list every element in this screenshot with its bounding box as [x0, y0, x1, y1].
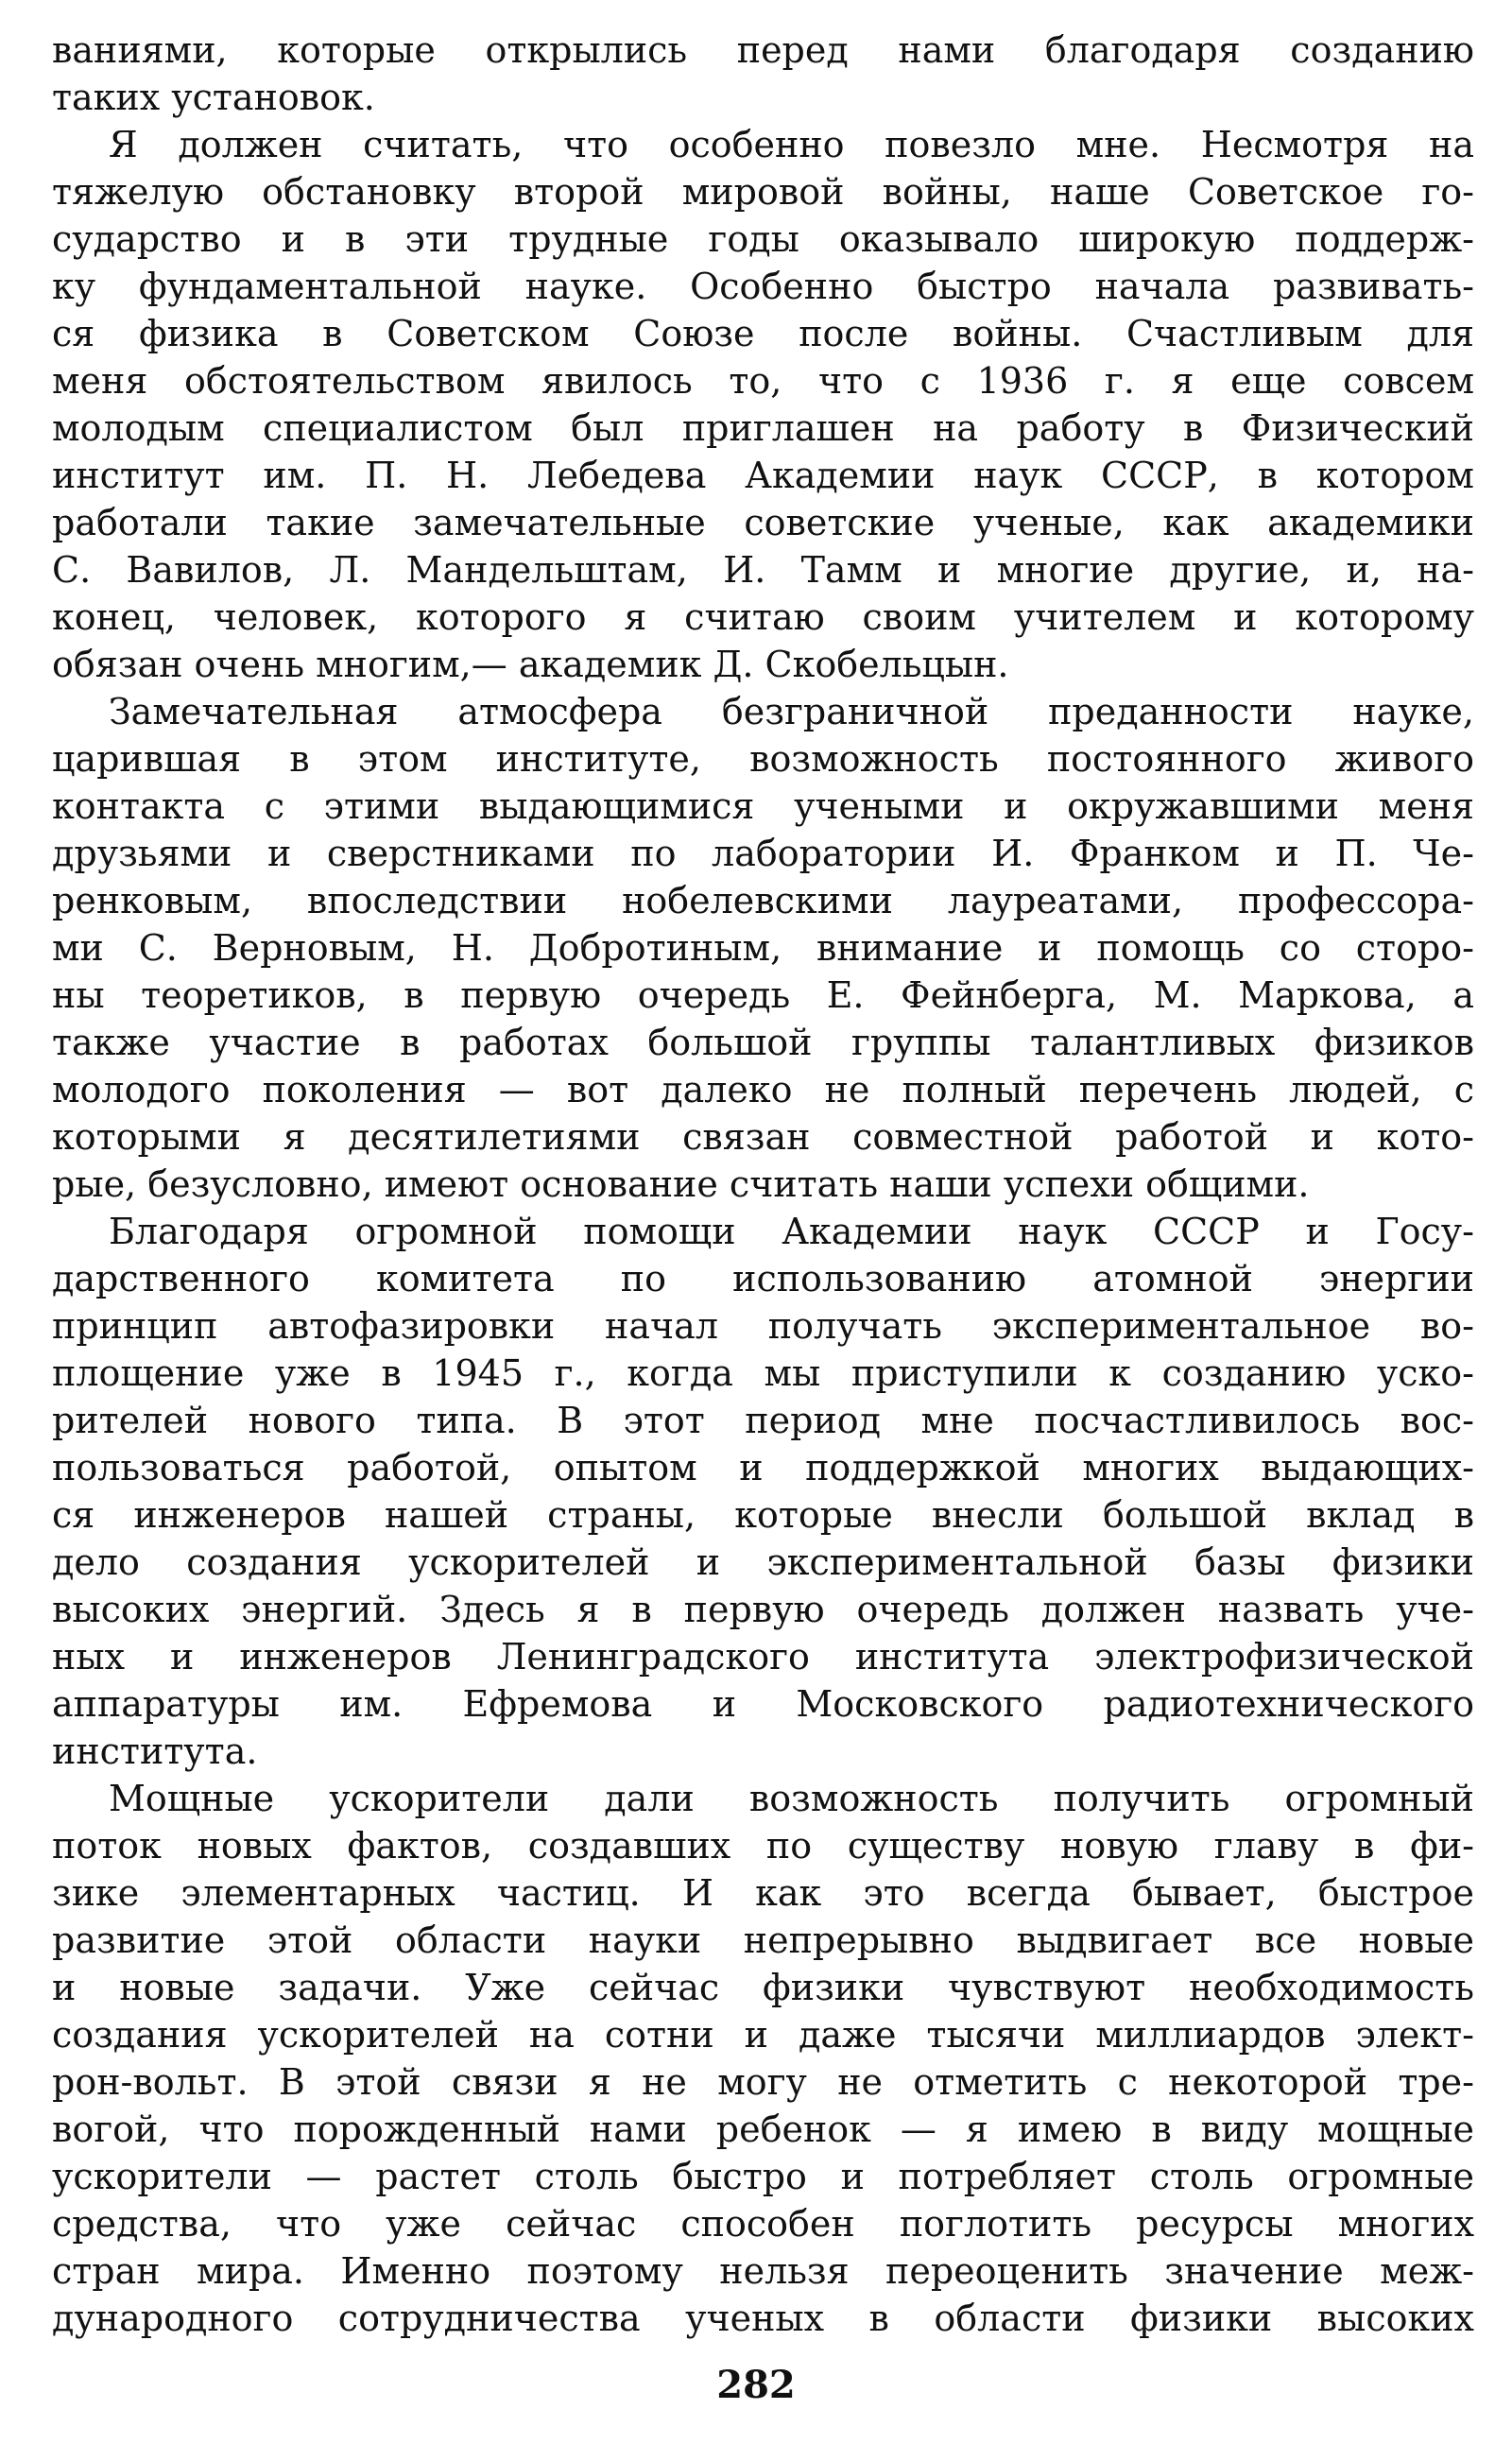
text-line: ны теоретиков, в первую очередь Е. Фейнберга, М. Маркова, а [52, 974, 1474, 1016]
text-line: высоких энергий. Здесь я в первую очередь должен назвать уче- [52, 1589, 1474, 1630]
text-line: ренковым, впоследствии нобелевскими лауреатами, профессора- [52, 880, 1474, 921]
text-line: С. Вавилов, Л. Мандельштам, И. Тамм и многие другие, и, на- [52, 549, 1474, 591]
text-line: средства, что уже сейчас способен поглотить ресурсы многих [52, 2203, 1474, 2245]
paragraph [52, 26, 1474, 121]
page-number: 282 [716, 2363, 796, 2407]
text-line: тяжелую обстановку второй мировой войны, наше Советское го- [52, 171, 1474, 213]
text-line: ми С. Верновым, Н. Добротиным, внимание и помощь со сторо- [52, 927, 1474, 969]
text-line: также участие в работах большой группы талантливых физиков [52, 1022, 1474, 1063]
text-line: рон-вольт. В этой связи я не могу не отметить с некоторой тре- [52, 2061, 1474, 2103]
paragraph [52, 1208, 1474, 1775]
text-line: Мощные ускорители дали возможность получить огромный [109, 1778, 1474, 1819]
text-line: работали такие замечательные советские ученые, как академики [52, 502, 1474, 543]
paragraph [52, 121, 1474, 688]
text-line: развитие этой области науки непрерывно выдвигает все новые [52, 1919, 1474, 1961]
text-line: вогой, что порожденный нами ребенок — я имею в виду мощные [52, 2108, 1474, 2150]
page-body [52, 26, 1474, 2342]
text-line: дународного сотрудничества ученых в области физики высоких [52, 2298, 1474, 2339]
text-line: меня обстоятельством явилось то, что с 1936 г. я еще совсем [52, 360, 1474, 402]
text-line: рителей нового типа. В этот период мне посчастливилось вос- [52, 1400, 1474, 1441]
text-line: царившая в этом институте, возможность постоянного живого [52, 738, 1474, 780]
text-line: которыми я десятилетиями связан совместной работой и кото- [52, 1116, 1474, 1158]
text-line: ных и инженеров Ленинградского института электрофизической [52, 1636, 1474, 1678]
text-line: дело создания ускорителей и экспериментальной базы физики [52, 1541, 1474, 1583]
text-line: Благодаря огромной помощи Академии наук СССР и Госу- [109, 1211, 1474, 1252]
text-line: рые, безусловно, имеют основание считать наши успехи общими. [52, 1163, 1310, 1205]
text-line: институт им. П. Н. Лебедева Академии наук СССР, в котором [52, 455, 1474, 496]
text-line: ваниями, которые открылись перед нами благодаря созданию [52, 29, 1474, 71]
text-line: ку фундаментальной науке. Особенно быстро начала развивать- [52, 266, 1474, 307]
text-line: контакта с этими выдающимися учеными и окружавшими меня [52, 785, 1474, 827]
text-line: Я должен считать, что особенно повезло мне. Несмотря на [109, 124, 1474, 165]
text-line: Замечательная атмосфера безграничной преданности науке, [109, 691, 1474, 732]
text-line: друзьями и сверстниками по лаборатории И. Франком и П. Че- [52, 833, 1474, 874]
text-line: дарственного комитета по использованию атомной энергии [52, 1258, 1474, 1299]
text-line: обязан очень многим,— академик Д. Скобельцын. [52, 644, 1009, 685]
text-line: молодого поколения — вот далеко не полный перечень людей, с [52, 1069, 1474, 1110]
paragraph [52, 688, 1474, 1208]
paragraph [52, 1775, 1474, 2342]
text-line: ся физика в Советском Союзе после войны. Счастливым для [52, 313, 1474, 354]
text-line: и новые задачи. Уже сейчас физики чувствуют необходимость [52, 1967, 1474, 2008]
text-line: конец, человек, которого я считаю своим учителем и которому [52, 596, 1474, 638]
text-line: пользоваться работой, опытом и поддержкой многих выдающих- [52, 1447, 1474, 1489]
text-line: института. [52, 1730, 258, 1772]
text-line: таких установок. [52, 77, 375, 118]
text-line: создания ускорителей на сотни и даже тысячи миллиардов элект- [52, 2014, 1474, 2056]
text-line: аппаратуры им. Ефремова и Московского радиотехнического [52, 1683, 1474, 1725]
text-line: площение уже в 1945 г., когда мы приступили к созданию уско- [52, 1352, 1474, 1394]
text-line: стран мира. Именно поэтому нельзя переоценить значение меж- [52, 2250, 1474, 2292]
text-line: принцип автофазировки начал получать экспериментальное во- [52, 1305, 1474, 1347]
text-line: молодым специалистом был приглашен на работу в Физический [52, 407, 1474, 449]
text-line: ускорители — растет столь быстро и потребляет столь огромные [52, 2156, 1474, 2197]
text-line: ся инженеров нашей страны, которые внесли большой вклад в [52, 1494, 1474, 1536]
text-line: поток новых фактов, создавших по существу новую главу в фи- [52, 1825, 1474, 1867]
text-line: сударство и в эти трудные годы оказывало широкую поддерж- [52, 218, 1474, 260]
text-line: зике элементарных частиц. И как это всегда бывает, быстрое [52, 1872, 1474, 1914]
